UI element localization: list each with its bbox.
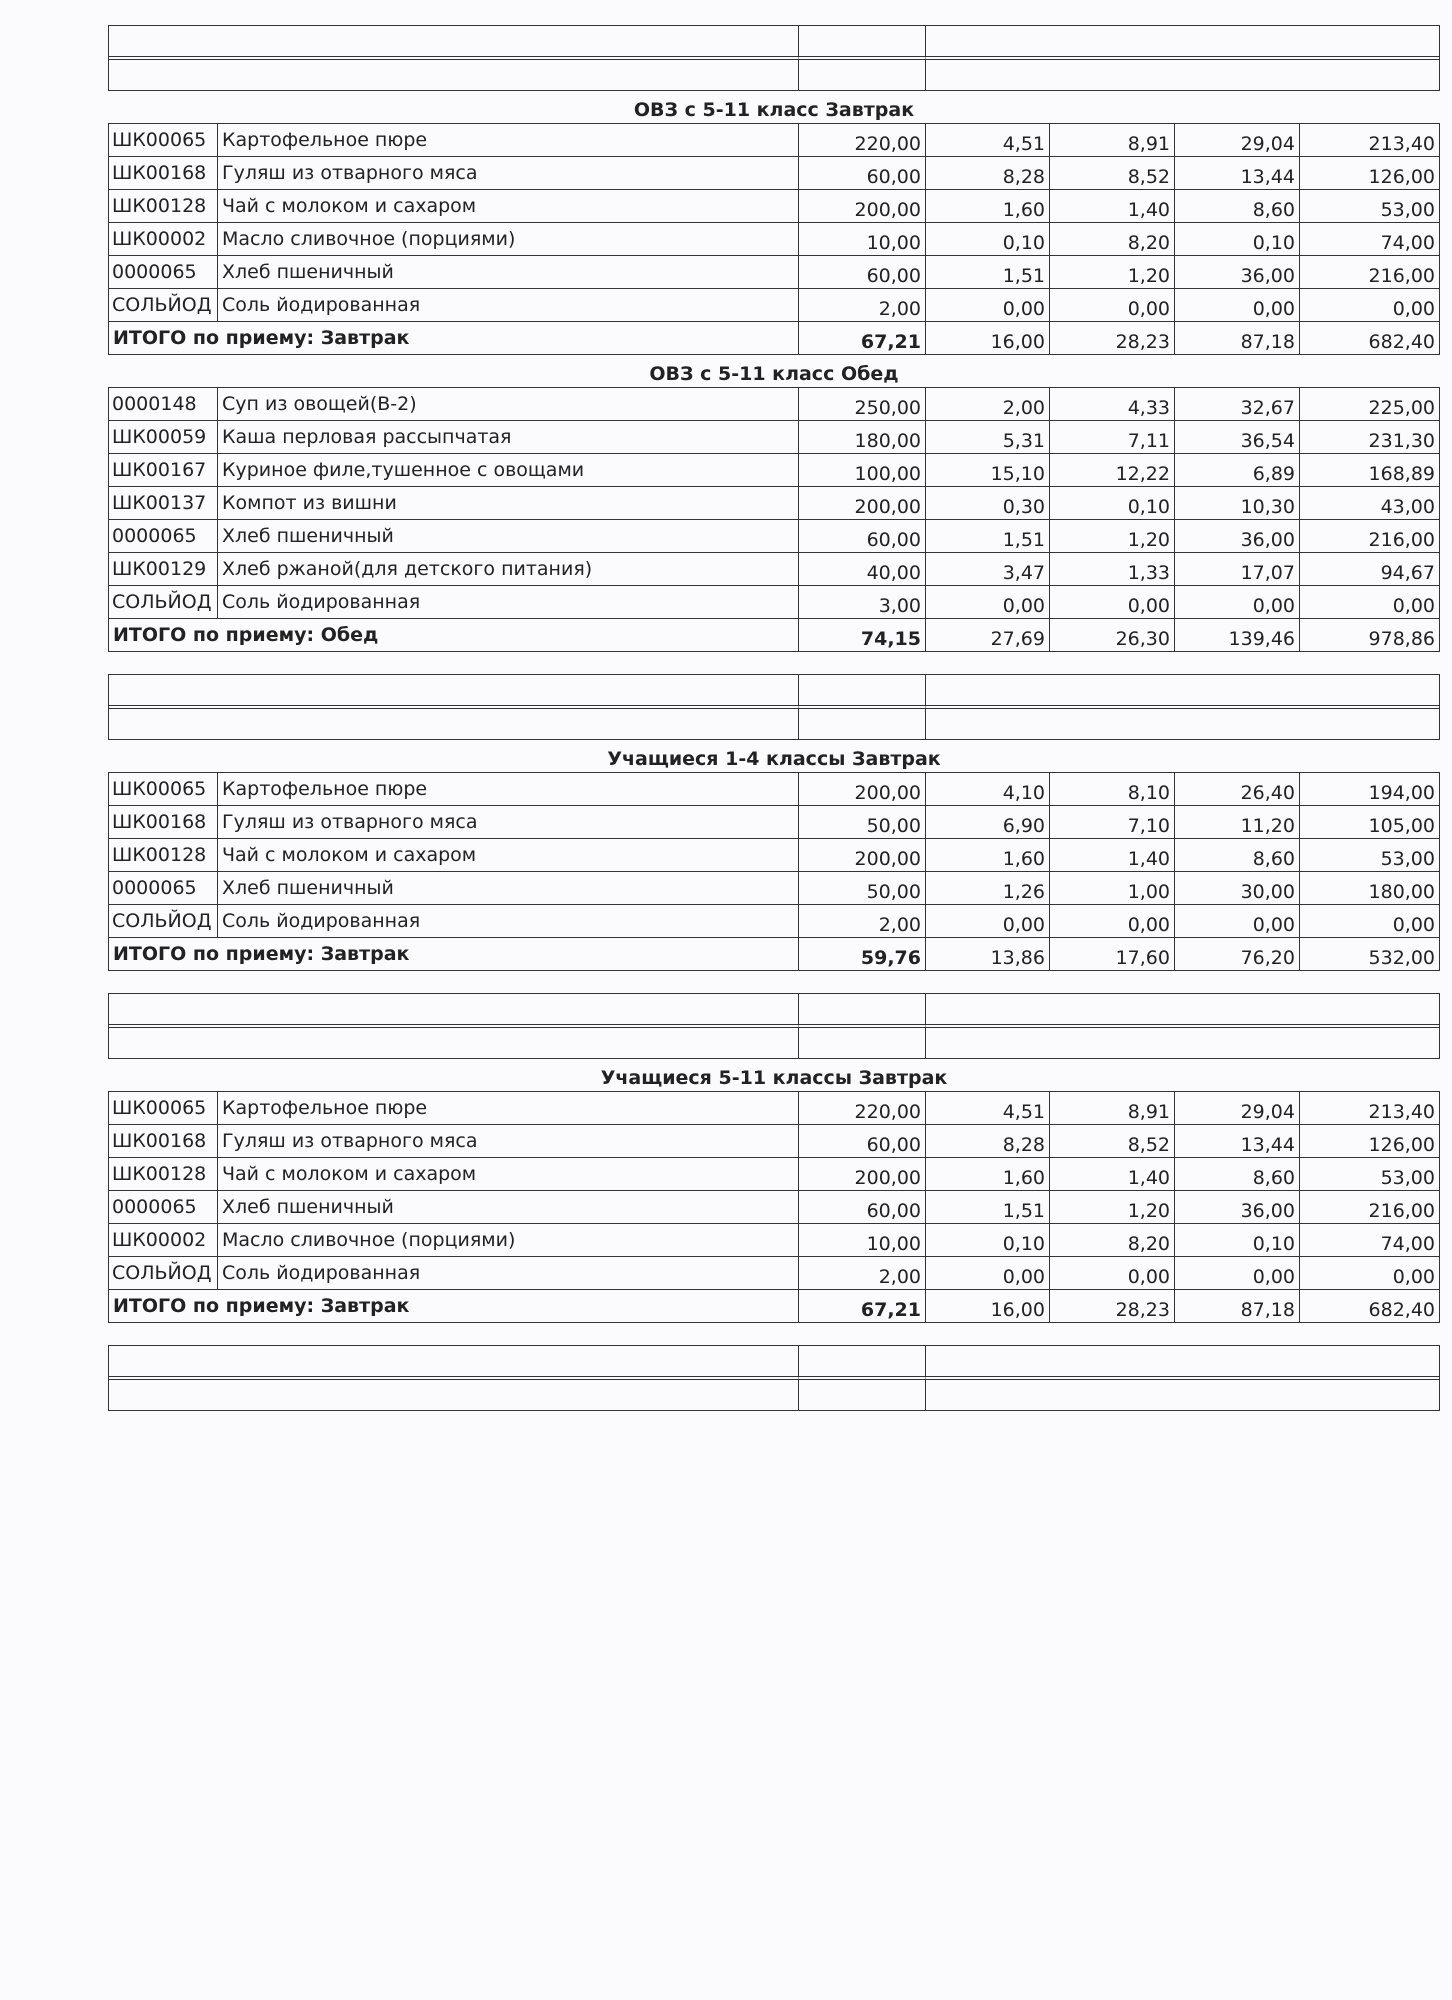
fats-cell: 8,10 [1050, 773, 1175, 806]
item-name-cell: Масло сливочное (порциями) [218, 223, 799, 256]
table-row [109, 124, 1440, 157]
calories-cell: 194,00 [1300, 773, 1440, 806]
total-carbs: 87,18 [1175, 322, 1300, 355]
table-row [109, 157, 1440, 190]
blank-cell [799, 1346, 926, 1380]
item-name-cell: Соль йодированная [218, 586, 799, 619]
table-row [109, 223, 1440, 256]
calories-cell: 0,00 [1300, 1257, 1440, 1290]
total-proteins: 16,00 [926, 1290, 1050, 1323]
fats-cell: 1,20 [1050, 256, 1175, 289]
portion-cell: 200,00 [799, 839, 926, 872]
section-title: Учащиеся 1-4 классы Завтрак [607, 748, 941, 770]
proteins-cell: 4,10 [926, 773, 1050, 806]
blank-cell [926, 1028, 1439, 1058]
total-calories: 532,00 [1300, 938, 1440, 971]
fats-cell: 7,11 [1050, 421, 1175, 454]
table-row [109, 773, 1440, 806]
item-code-cell: 0000065 [109, 872, 218, 905]
item-name-cell: Картофельное пюре [218, 124, 799, 157]
item-code-cell: ШК00168 [109, 806, 218, 839]
blank-cell [109, 1028, 799, 1058]
carbs-cell: 11,20 [1175, 806, 1300, 839]
proteins-cell: 1,51 [926, 520, 1050, 553]
fats-cell: 7,10 [1050, 806, 1175, 839]
item-name-cell: Каша перловая рассыпчатая [218, 421, 799, 454]
item-name-cell: Хлеб пшеничный [218, 256, 799, 289]
fats-cell: 8,52 [1050, 1125, 1175, 1158]
total-proteins: 16,00 [926, 322, 1050, 355]
blank-cell [799, 26, 926, 60]
portion-cell: 200,00 [799, 487, 926, 520]
fats-cell: 0,10 [1050, 487, 1175, 520]
carbs-cell: 8,60 [1175, 190, 1300, 223]
fats-cell: 1,40 [1050, 839, 1175, 872]
total-proteins: 27,69 [926, 619, 1050, 652]
total-carbs: 87,18 [1175, 1290, 1300, 1323]
proteins-cell: 8,28 [926, 1125, 1050, 1158]
item-code-cell: ШК00002 [109, 223, 218, 256]
blank-cell [109, 26, 799, 60]
total-portion: 59,76 [799, 938, 926, 971]
carbs-cell: 0,10 [1175, 1224, 1300, 1257]
table-row [109, 806, 1440, 839]
carbs-cell: 0,00 [1175, 586, 1300, 619]
proteins-cell: 0,30 [926, 487, 1050, 520]
fats-cell: 1,20 [1050, 520, 1175, 553]
menu-table [108, 1091, 1440, 1323]
blank-cell [799, 994, 926, 1028]
spacer [108, 971, 1440, 993]
fats-cell: 0,00 [1050, 586, 1175, 619]
total-fats: 28,23 [1050, 1290, 1175, 1323]
blank-cell [109, 994, 799, 1028]
item-name-cell: Соль йодированная [218, 289, 799, 322]
proteins-cell: 1,26 [926, 872, 1050, 905]
item-name-cell: Гуляш из отварного мяса [218, 1125, 799, 1158]
calories-cell: 213,40 [1300, 1092, 1440, 1125]
carbs-cell: 29,04 [1175, 1092, 1300, 1125]
total-fats: 26,30 [1050, 619, 1175, 652]
total-fats: 17,60 [1050, 938, 1175, 971]
calories-cell: 74,00 [1300, 223, 1440, 256]
item-code-cell: 0000065 [109, 256, 218, 289]
total-portion: 74,15 [799, 619, 926, 652]
table-row [109, 586, 1440, 619]
total-carbs: 139,46 [1175, 619, 1300, 652]
carbs-cell: 17,07 [1175, 553, 1300, 586]
portion-cell: 50,00 [799, 872, 926, 905]
calories-cell: 53,00 [1300, 190, 1440, 223]
proteins-cell: 2,00 [926, 388, 1050, 421]
blank-separator-block [108, 674, 1440, 740]
blank-separator-block [108, 1345, 1440, 1411]
carbs-cell: 0,00 [1175, 1257, 1300, 1290]
portion-cell: 50,00 [799, 806, 926, 839]
calories-cell: 126,00 [1300, 157, 1440, 190]
fats-cell: 1,40 [1050, 190, 1175, 223]
portion-cell: 2,00 [799, 905, 926, 938]
item-name-cell: Хлеб ржаной(для детского питания) [218, 553, 799, 586]
carbs-cell: 10,30 [1175, 487, 1300, 520]
carbs-cell: 13,44 [1175, 157, 1300, 190]
total-fats: 28,23 [1050, 322, 1175, 355]
portion-cell: 180,00 [799, 421, 926, 454]
item-code-cell: ШК00137 [109, 487, 218, 520]
portion-cell: 40,00 [799, 553, 926, 586]
portion-cell: 10,00 [799, 223, 926, 256]
fats-cell: 1,00 [1050, 872, 1175, 905]
item-name-cell: Соль йодированная [218, 905, 799, 938]
item-code-cell: ШК00168 [109, 157, 218, 190]
table-row [109, 520, 1440, 553]
fats-cell: 0,00 [1050, 905, 1175, 938]
calories-cell: 43,00 [1300, 487, 1440, 520]
blank-cell [926, 1380, 1439, 1410]
item-code-cell: ШК00167 [109, 454, 218, 487]
item-code-cell: ШК00128 [109, 839, 218, 872]
table-row [109, 1158, 1440, 1191]
table-row [109, 1092, 1440, 1125]
portion-cell: 200,00 [799, 190, 926, 223]
proteins-cell: 1,60 [926, 1158, 1050, 1191]
proteins-cell: 0,00 [926, 1257, 1050, 1290]
table-row [109, 872, 1440, 905]
portion-cell: 60,00 [799, 1191, 926, 1224]
carbs-cell: 8,60 [1175, 839, 1300, 872]
menu-table [108, 772, 1440, 971]
portion-cell: 100,00 [799, 454, 926, 487]
blank-cell [109, 1380, 799, 1410]
total-label: ИТОГО по приему: Завтрак [109, 322, 799, 355]
proteins-cell: 1,51 [926, 256, 1050, 289]
portion-cell: 60,00 [799, 520, 926, 553]
blank-cell [926, 675, 1439, 709]
item-code-cell: ШК00168 [109, 1125, 218, 1158]
fats-cell: 0,00 [1050, 1257, 1175, 1290]
menu-table [108, 387, 1440, 652]
proteins-cell: 1,60 [926, 190, 1050, 223]
item-name-cell: Гуляш из отварного мяса [218, 157, 799, 190]
carbs-cell: 36,00 [1175, 256, 1300, 289]
item-name-cell: Чай с молоком и сахаром [218, 839, 799, 872]
calories-cell: 216,00 [1300, 256, 1440, 289]
menu-document [108, 25, 1440, 1411]
item-name-cell: Картофельное пюре [218, 1092, 799, 1125]
calories-cell: 216,00 [1300, 1191, 1440, 1224]
portion-cell: 60,00 [799, 256, 926, 289]
blank-cell [926, 1346, 1439, 1380]
carbs-cell: 6,89 [1175, 454, 1300, 487]
total-row [109, 1290, 1440, 1323]
proteins-cell: 6,90 [926, 806, 1050, 839]
item-name-cell: Соль йодированная [218, 1257, 799, 1290]
portion-cell: 250,00 [799, 388, 926, 421]
calories-cell: 94,67 [1300, 553, 1440, 586]
total-row [109, 322, 1440, 355]
fats-cell: 8,52 [1050, 157, 1175, 190]
calories-cell: 53,00 [1300, 839, 1440, 872]
table-row [109, 454, 1440, 487]
proteins-cell: 0,00 [926, 289, 1050, 322]
item-code-cell: СОЛЬЙОД [109, 905, 218, 938]
carbs-cell: 36,00 [1175, 1191, 1300, 1224]
blank-cell [926, 994, 1439, 1028]
proteins-cell: 0,10 [926, 223, 1050, 256]
total-label: ИТОГО по приему: Завтрак [109, 938, 799, 971]
calories-cell: 126,00 [1300, 1125, 1440, 1158]
carbs-cell: 26,40 [1175, 773, 1300, 806]
section-title: ОВЗ с 5-11 класс Завтрак [633, 99, 915, 121]
proteins-cell: 0,00 [926, 905, 1050, 938]
total-label: ИТОГО по приему: Обед [109, 619, 799, 652]
section-title: ОВЗ с 5-11 класс Обед [649, 363, 899, 385]
fats-cell: 0,00 [1050, 289, 1175, 322]
item-code-cell: СОЛЬЙОД [109, 1257, 218, 1290]
fats-cell: 8,91 [1050, 124, 1175, 157]
carbs-cell: 8,60 [1175, 1158, 1300, 1191]
table-row [109, 905, 1440, 938]
fats-cell: 12,22 [1050, 454, 1175, 487]
calories-cell: 231,30 [1300, 421, 1440, 454]
table-row [109, 1257, 1440, 1290]
item-code-cell: ШК00065 [109, 773, 218, 806]
carbs-cell: 36,54 [1175, 421, 1300, 454]
total-calories: 682,40 [1300, 1290, 1440, 1323]
carbs-cell: 0,00 [1175, 289, 1300, 322]
table-row [109, 1191, 1440, 1224]
calories-cell: 53,00 [1300, 1158, 1440, 1191]
portion-cell: 2,00 [799, 1257, 926, 1290]
fats-cell: 8,91 [1050, 1092, 1175, 1125]
proteins-cell: 8,28 [926, 157, 1050, 190]
proteins-cell: 5,31 [926, 421, 1050, 454]
item-code-cell: ШК00129 [109, 553, 218, 586]
portion-cell: 220,00 [799, 1092, 926, 1125]
blank-cell [926, 60, 1439, 90]
fats-cell: 8,20 [1050, 1224, 1175, 1257]
table-row [109, 256, 1440, 289]
calories-cell: 168,89 [1300, 454, 1440, 487]
proteins-cell: 0,00 [926, 586, 1050, 619]
portion-cell: 200,00 [799, 773, 926, 806]
table-row [109, 1125, 1440, 1158]
item-name-cell: Гуляш из отварного мяса [218, 806, 799, 839]
item-name-cell: Картофельное пюре [218, 773, 799, 806]
total-portion: 67,21 [799, 1290, 926, 1323]
item-code-cell: 0000065 [109, 520, 218, 553]
proteins-cell: 0,10 [926, 1224, 1050, 1257]
carbs-cell: 29,04 [1175, 124, 1300, 157]
item-name-cell: Хлеб пшеничный [218, 872, 799, 905]
calories-cell: 216,00 [1300, 520, 1440, 553]
item-code-cell: СОЛЬЙОД [109, 586, 218, 619]
item-code-cell: СОЛЬЙОД [109, 289, 218, 322]
blank-cell [926, 26, 1439, 60]
item-code-cell: ШК00065 [109, 124, 218, 157]
calories-cell: 105,00 [1300, 806, 1440, 839]
carbs-cell: 32,67 [1175, 388, 1300, 421]
table-row [109, 553, 1440, 586]
table-row [109, 190, 1440, 223]
proteins-cell: 3,47 [926, 553, 1050, 586]
proteins-cell: 15,10 [926, 454, 1050, 487]
calories-cell: 213,40 [1300, 124, 1440, 157]
table-row [109, 487, 1440, 520]
item-code-cell: 0000148 [109, 388, 218, 421]
blank-cell [799, 1380, 926, 1410]
carbs-cell: 0,10 [1175, 223, 1300, 256]
blank-separator-block [108, 25, 1440, 91]
menu-table [108, 123, 1440, 355]
portion-cell: 60,00 [799, 157, 926, 190]
blank-cell [926, 709, 1439, 739]
carbs-cell: 36,00 [1175, 520, 1300, 553]
item-name-cell: Компот из вишни [218, 487, 799, 520]
blank-cell [799, 709, 926, 739]
table-row [109, 1224, 1440, 1257]
table-row [109, 839, 1440, 872]
portion-cell: 10,00 [799, 1224, 926, 1257]
proteins-cell: 1,51 [926, 1191, 1050, 1224]
item-name-cell: Масло сливочное (порциями) [218, 1224, 799, 1257]
item-name-cell: Чай с молоком и сахаром [218, 190, 799, 223]
portion-cell: 60,00 [799, 1125, 926, 1158]
spacer [108, 652, 1440, 674]
proteins-cell: 4,51 [926, 124, 1050, 157]
calories-cell: 0,00 [1300, 905, 1440, 938]
item-name-cell: Хлеб пшеничный [218, 520, 799, 553]
total-row [109, 619, 1440, 652]
blank-cell [109, 709, 799, 739]
item-code-cell: 0000065 [109, 1191, 218, 1224]
carbs-cell: 13,44 [1175, 1125, 1300, 1158]
total-carbs: 76,20 [1175, 938, 1300, 971]
item-code-cell: ШК00065 [109, 1092, 218, 1125]
item-code-cell: ШК00059 [109, 421, 218, 454]
blank-cell [109, 60, 799, 90]
carbs-cell: 0,00 [1175, 905, 1300, 938]
total-row [109, 938, 1440, 971]
calories-cell: 180,00 [1300, 872, 1440, 905]
fats-cell: 4,33 [1050, 388, 1175, 421]
calories-cell: 74,00 [1300, 1224, 1440, 1257]
blank-cell [799, 1028, 926, 1058]
portion-cell: 220,00 [799, 124, 926, 157]
calories-cell: 0,00 [1300, 586, 1440, 619]
spacer [108, 1323, 1440, 1345]
item-name-cell: Хлеб пшеничный [218, 1191, 799, 1224]
item-name-cell: Чай с молоком и сахаром [218, 1158, 799, 1191]
table-row [109, 289, 1440, 322]
total-portion: 67,21 [799, 322, 926, 355]
portion-cell: 3,00 [799, 586, 926, 619]
section-title: Учащиеся 5-11 классы Завтрак [600, 1067, 948, 1089]
total-calories: 978,86 [1300, 619, 1440, 652]
table-row [109, 421, 1440, 454]
blank-cell [799, 60, 926, 90]
item-code-cell: ШК00128 [109, 190, 218, 223]
item-name-cell: Суп из овощей(В-2) [218, 388, 799, 421]
blank-cell [109, 1346, 799, 1380]
total-calories: 682,40 [1300, 322, 1440, 355]
item-code-cell: ШК00128 [109, 1158, 218, 1191]
blank-cell [109, 675, 799, 709]
proteins-cell: 4,51 [926, 1092, 1050, 1125]
total-proteins: 13,86 [926, 938, 1050, 971]
blank-cell [799, 675, 926, 709]
table-row [109, 388, 1440, 421]
calories-cell: 0,00 [1300, 289, 1440, 322]
calories-cell: 225,00 [1300, 388, 1440, 421]
total-label: ИТОГО по приему: Завтрак [109, 1290, 799, 1323]
proteins-cell: 1,60 [926, 839, 1050, 872]
blank-separator-block [108, 993, 1440, 1059]
portion-cell: 200,00 [799, 1158, 926, 1191]
item-code-cell: ШК00002 [109, 1224, 218, 1257]
fats-cell: 1,20 [1050, 1191, 1175, 1224]
portion-cell: 2,00 [799, 289, 926, 322]
fats-cell: 8,20 [1050, 223, 1175, 256]
carbs-cell: 30,00 [1175, 872, 1300, 905]
fats-cell: 1,33 [1050, 553, 1175, 586]
fats-cell: 1,40 [1050, 1158, 1175, 1191]
item-name-cell: Куриное филе,тушенное с овощами [218, 454, 799, 487]
